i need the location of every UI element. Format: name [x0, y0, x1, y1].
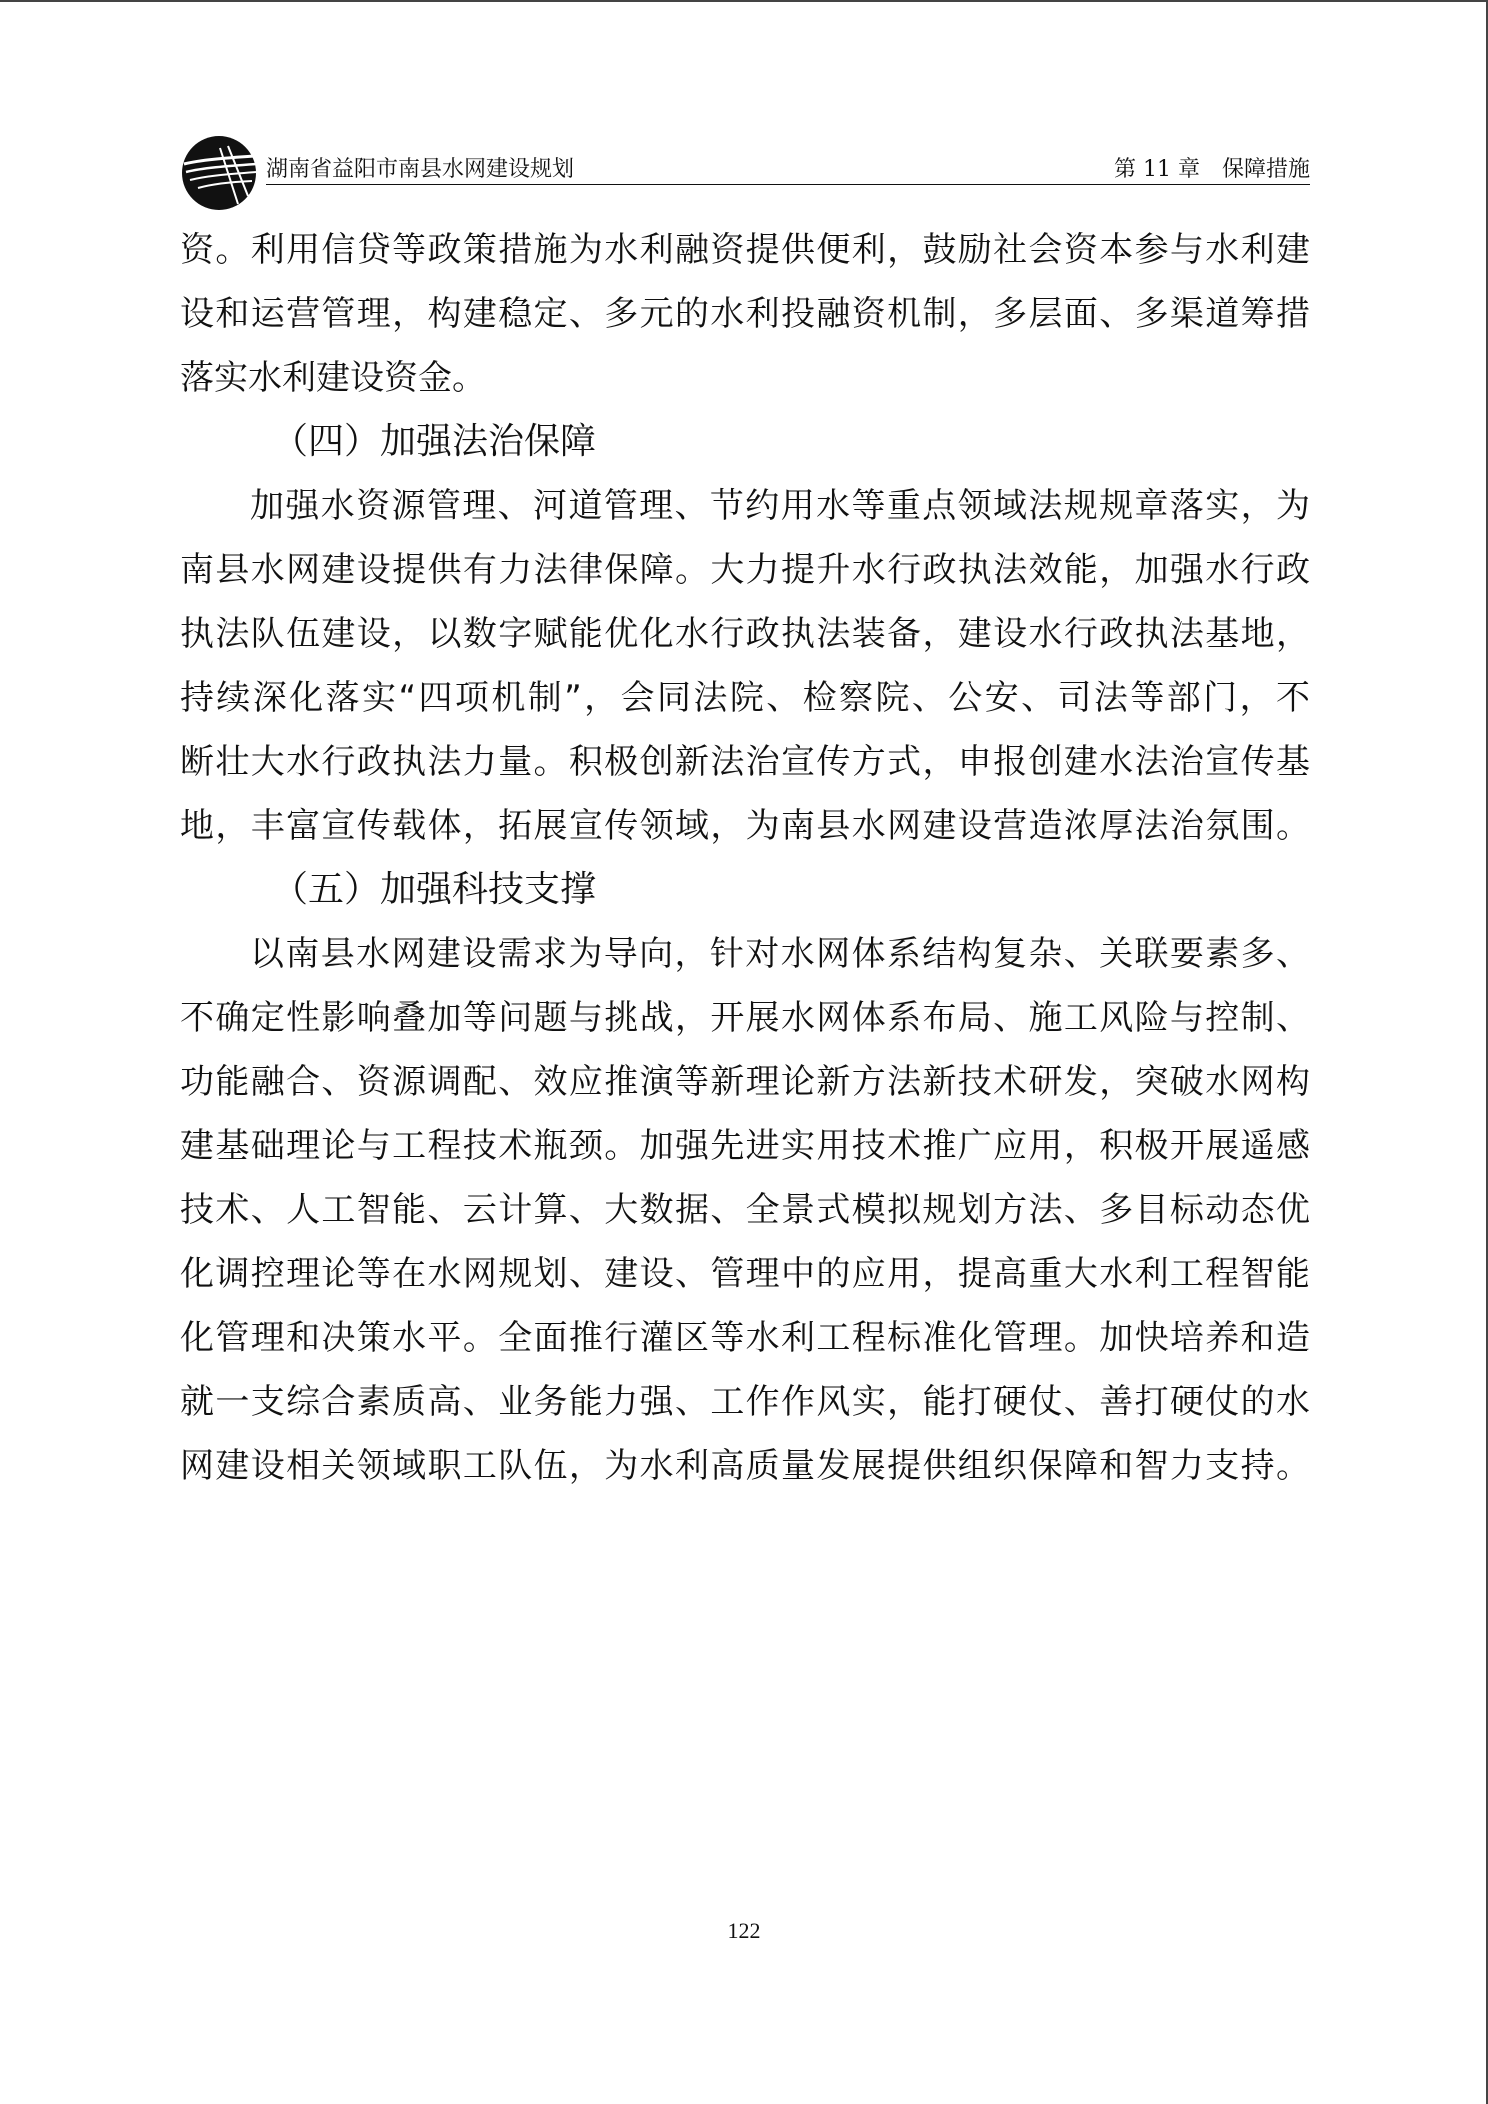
text-line: 化管理和决策水平。全面推行灌区等水利工程标准化管理。加快培养和造 — [180, 1318, 1310, 1358]
text-line: 功能融合、资源调配、效应推演等新理论新方法新技术研发，突破水网构 — [180, 1062, 1310, 1102]
page-number: 122 — [727, 1918, 761, 1943]
text-line: 以南县水网建设需求为导向，针对水网体系结构复杂、关联要素多、 — [250, 934, 1310, 974]
text-line: 加强水资源管理、河道管理、节约用水等重点领域法规规章落实，为 — [250, 486, 1310, 526]
text-line: 资。利用信贷等政策措施为水利融资提供便利，鼓励社会资本参与水利建 — [180, 230, 1310, 270]
logo-icon — [180, 134, 258, 212]
body-content — [180, 218, 1310, 1498]
page-header — [180, 134, 1310, 184]
text-line: 持续深化落实“四项机制”，会同法院、检察院、公安、司法等部门，不 — [180, 678, 1310, 718]
text-line: 地，丰富宣传载体，拓展宣传领域，为南县水网建设营造浓厚法治氛围。 — [180, 806, 1310, 846]
page-border-top — [0, 0, 1488, 2]
text-line: 技术、人工智能、云计算、大数据、全景式模拟规划方法、多目标动态优 — [180, 1190, 1310, 1230]
text-line: 设和运营管理，构建稳定、多元的水利投融资机制，多层面、多渠道筹措 — [180, 294, 1310, 334]
section-heading: （四）加强法治保障 — [272, 421, 597, 462]
text-line: 就一支综合素质高、业务能力强、工作作风实，能打硬仗、善打硬仗的水 — [180, 1382, 1310, 1422]
text-line: 南县水网建设提供有力法律保障。大力提升水行政执法效能，加强水行政 — [180, 550, 1310, 590]
header-chapter: 第 11 章 保障措施 — [1114, 157, 1310, 182]
text-line: 化调控理论等在水网规划、建设、管理中的应用，提高重大水利工程智能 — [180, 1254, 1310, 1294]
section-heading: （五）加强科技支撑 — [272, 869, 597, 910]
header-rule — [266, 184, 1310, 185]
text-line: 断壮大水行政执法力量。积极创新法治宣传方式，申报创建水法治宣传基 — [180, 742, 1310, 782]
text-line: 不确定性影响叠加等问题与挑战，开展水网体系布局、施工风险与控制、 — [180, 998, 1310, 1038]
header-title: 湖南省益阳市南县水网建设规划 — [266, 157, 575, 182]
text-line: 落实水利建设资金。 — [180, 358, 486, 398]
text-line: 执法队伍建设，以数字赋能优化水行政执法装备，建设水行政执法基地， — [180, 614, 1310, 654]
text-line: 网建设相关领域职工队伍，为水利高质量发展提供组织保障和智力支持。 — [180, 1446, 1310, 1486]
text-line: 建基础理论与工程技术瓶颈。加强先进实用技术推广应用，积极开展遥感 — [180, 1126, 1310, 1166]
